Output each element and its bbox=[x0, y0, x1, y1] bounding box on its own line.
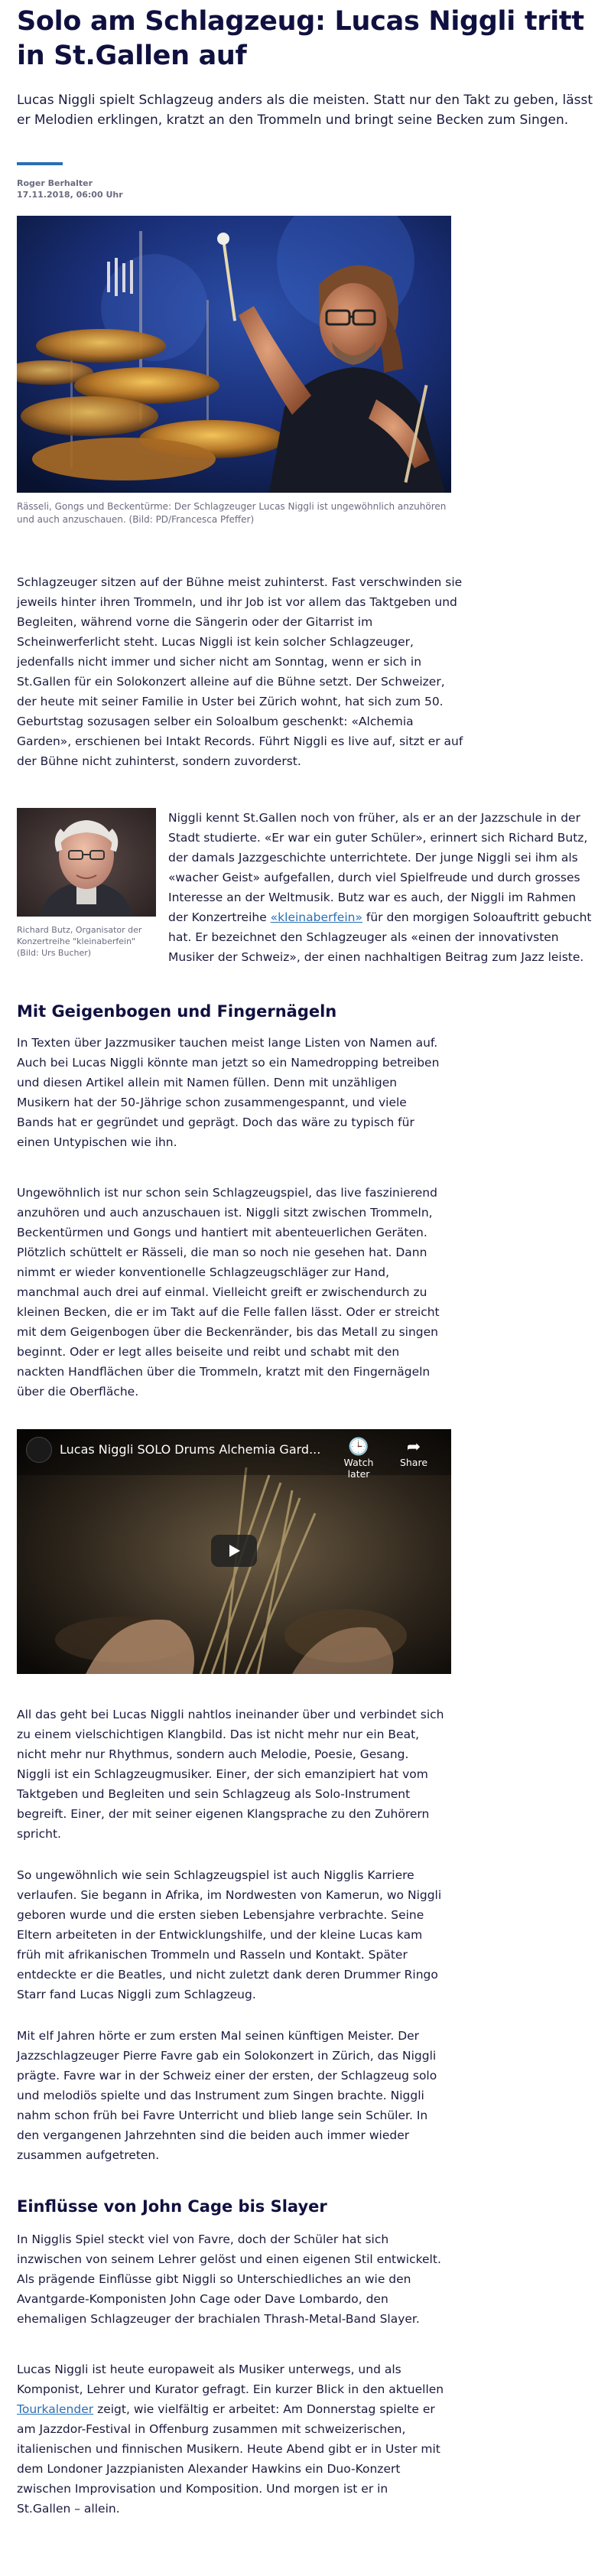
portrait-photo-illustration bbox=[17, 808, 156, 917]
paragraph-text: Lucas Niggli ist heute europaweit als Musiker unterwegs, und als Komponist, Lehrer und Kurator gefragt. Ein kurzer Blick in den aktuellen bbox=[17, 2363, 444, 2396]
article-paragraph: In Nigglis Spiel steckt viel von Favre, doch der Schüler hat sich inzwischen von seinem Lehrer gelöst und einen eigenen Stil entwickelt. Als prägende Einflüsse gibt Niggli so Unterschiedliches an wie den Avantgarde-Komponisten John Cage oder Dave Lombardo, den ehemaligen Schlagzeuger der brachialen Thrash-Metal-Band Slayer. bbox=[17, 2232, 441, 2326]
portrait-section bbox=[17, 808, 594, 967]
drummer-photo-illustration bbox=[17, 216, 451, 493]
article-paragraph: So ungewöhnlich wie sein Schlagzeugspiel ist auch Nigglis Karriere verlaufen. Sie begann in Afrika, im Nordwesten von Kamerun, wo Niggli geboren wurde und die ersten sieben Lebensjahre verbrachte. Seine Eltern arbeiteten in der Entwicklungshilfe, und der kleine Lucas kam früh mit afrikanischen Trommeln und Rasseln und Kontakt. Später entdeckte er die Beatles, und nicht zuletzt dank deren Drummer Ringo Starr fand Lucas Niggli zum Schlagzeug. bbox=[17, 1868, 442, 2001]
article-paragraph: Ungewöhnlich ist nur schon sein Schlagzeugspiel, das live faszinierend anzuhören und auch anzuschauen ist. Niggli sitzt zwischen Trommeln, Beckentürmen und Gongs und hantiert mit abenteuerlichen Geräten. Plötzlich schüttelt er Rässeli, die man so noch nie gesehen hat. Dann nimmt er wieder konventionelle Schlagzeugschläger zur Hand, manchmal auch drei auf einmal. Vielleicht greift er zwischendurch zu kleinen Becken, die er im Takt auf die Felle fallen lässt. Oder er streicht mit dem Geigenbogen über die Beckenränder, bis das Metall zu singen beginnt. Oder er legt alles beiseite und reibt und schabt mit den nackten Handflächen über die Trommeln, kratzt mit den Fingernägeln über die Oberfläche. bbox=[17, 1186, 440, 1399]
tourkalender-link[interactable]: Tourkalender bbox=[17, 2402, 94, 2416]
publish-date: 17.11.2018, 06:00 Uhr bbox=[17, 190, 123, 200]
paragraph-text: zeigt, wie vielfältig er arbeitet: Am Donnerstag spielte er am Jazzdor-Festival in Offenburg zusammen mit schweizerischen, italienischen und finnischen Musikern. Heute Abend gibt er in Uster mit dem Londoner Jazzpianisten Alexander Hawkins ein Duo-Konzert zwischen Improvisation und Komposition. Und morgen ist er in St.Gallen – allein. bbox=[17, 2402, 440, 2516]
article-paragraph: Schlagzeuger sitzen auf der Bühne meist zuhinterst. Fast verschwinden sie jeweils hinter ihren Trommeln, und ihr Job ist vor allem das Taktgeben und Begleiten, während vorne die Sängerin oder der Gitarrist im Scheinwerferlicht steht. Lucas Niggli ist kein solcher Schlagzeuger, jedenfalls nicht immer und sicher nicht am Sonntag, wenn er sich in St.Gallen für ein Solokonzert alleine auf die Bühne setzt. Der Schweizer, der heute mit seiner Familie in Uster bei Zürich wohnt, hat sich zum 50. Geburtstag sozusagen selber ein Soloalbum geschenkt: «Alchemia Garden», erschienen bei Intakt Records. Führt Niggli es live auf, sitzt er auf der Bühne nicht zuhinterst, sondern zuvorderst. bbox=[17, 575, 463, 768]
article-lead: Lucas Niggli spielt Schlagzeug anders als die meisten. Statt nur den Takt zu geben, lässt er Melodien erklingen, kratzt an den Trommeln und bringt seine Becken zum Singen. bbox=[17, 93, 593, 128]
paragraph-text: für den morgigen Soloauftritt gebucht hat. Er bezeichnet den Schlagzeuger als «einen der innovativsten Musiker der Schweiz», der einen nachhaltigen Beitrag zum Jazz leiste. bbox=[168, 910, 592, 964]
portrait-figure bbox=[17, 808, 156, 959]
portrait-image[interactable] bbox=[17, 808, 156, 917]
accent-divider bbox=[17, 162, 63, 165]
article-paragraph bbox=[17, 2359, 445, 2519]
article-paragraph: All das geht bei Lucas Niggli nahtlos ineinander über und verbindet sich zu einem vielschichtigen Klangbild. Das ist nicht mehr nur ein Beat, nicht mehr nur Rhythmus, sondern auch Melodie, Poesie, Gesang. Niggli ist ein Schlagzeugmusiker. Einer, der sich emanzipiert hat vom Taktgeben und Begleiten und sein Schlagzeug als Solo-Instrument begreift. Einer, der mit seiner eigenen Klangsprache zu den Zuhörern spricht. bbox=[17, 1708, 444, 1841]
section-heading: Einflüsse von John Cage bis Slayer bbox=[17, 2197, 327, 2216]
play-button[interactable] bbox=[211, 1535, 257, 1567]
hero-image[interactable] bbox=[17, 216, 451, 493]
share-button[interactable] bbox=[387, 1438, 440, 1468]
section-heading: Mit Geigenbogen und Fingernägeln bbox=[17, 1002, 337, 1021]
author-name: Roger Berhalter bbox=[17, 178, 93, 188]
watch-later-button[interactable] bbox=[332, 1438, 385, 1480]
clock-icon: 🕒 bbox=[348, 1438, 369, 1457]
hero-caption: Rässeli, Gongs und Beckentürme: Der Schlagzeuger Lucas Niggli ist ungewöhnlich anzuhören und auch anzuschauen. (Bild: PD/Francesca Pfeffer) bbox=[17, 501, 447, 525]
video-player[interactable] bbox=[17, 1429, 451, 1674]
play-icon bbox=[211, 1535, 257, 1567]
article-paragraph: In Texten über Jazzmusiker tauchen meist lange Listen von Namen auf. Auch bei Lucas Niggli könnte man jetzt so ein Namedropping betreiben und diesen Artikel allein mit Namen füllen. Denn mit unzähligen Musikern hat der 50-Jährige schon zusammengespannt, und viele Bands hat er gegründet und geprägt. Doch das wäre zu typisch für einen Untypischen wie ihn. bbox=[17, 1036, 440, 1149]
video-title[interactable]: Lucas Niggli SOLO Drums Alchemia Gard... bbox=[60, 1442, 321, 1457]
article-paragraph: Mit elf Jahren hörte er zum ersten Mal seinen künftigen Meister. Der Jazzschlagzeuger Pierre Favre gab ein Solokonzert in Zürich, das Niggli prägte. Favre war in der Schweiz einer der ersten, der Schlagzeug solo und melodiös spielte und das Instrument zum Singen brachte. Niggli nahm schon früh bei Favre Unterricht und blieb lange sein Schüler. In den vergangenen Jahrzehnten sind die beiden auch immer wieder zusammen aufgetreten. bbox=[17, 2029, 437, 2162]
article-headline: Solo am Schlagzeug: Lucas Niggli tritt in St.Gallen auf bbox=[17, 6, 584, 71]
share-label: Share bbox=[399, 1457, 428, 1468]
watch-later-label: Watch later bbox=[343, 1457, 374, 1480]
paragraph-text: Niggli kennt St.Gallen noch von früher, als er an der Jazzschule in der Stadt studierte. «Er war ein guter Schüler», erinnert sich Richard Butz, der damals Jazzgeschichte unterrichtete. Der junge Niggli sei ihm als «wacher Geist» aufgefallen, durch viel Spielfreude und durch grosses Interesse an der Weltmusik. Butz war es auch, der Niggli im Rahmen der Konzertreihe bbox=[168, 811, 588, 924]
portrait-caption: Richard Butz, Organisator der Konzertreihe "kleinaberfein" (Bild: Urs Bucher) bbox=[17, 925, 142, 958]
kleinaberfein-link[interactable]: «kleinaberfein» bbox=[270, 910, 362, 924]
share-icon: ➦ bbox=[406, 1438, 421, 1457]
channel-avatar[interactable] bbox=[26, 1437, 52, 1463]
